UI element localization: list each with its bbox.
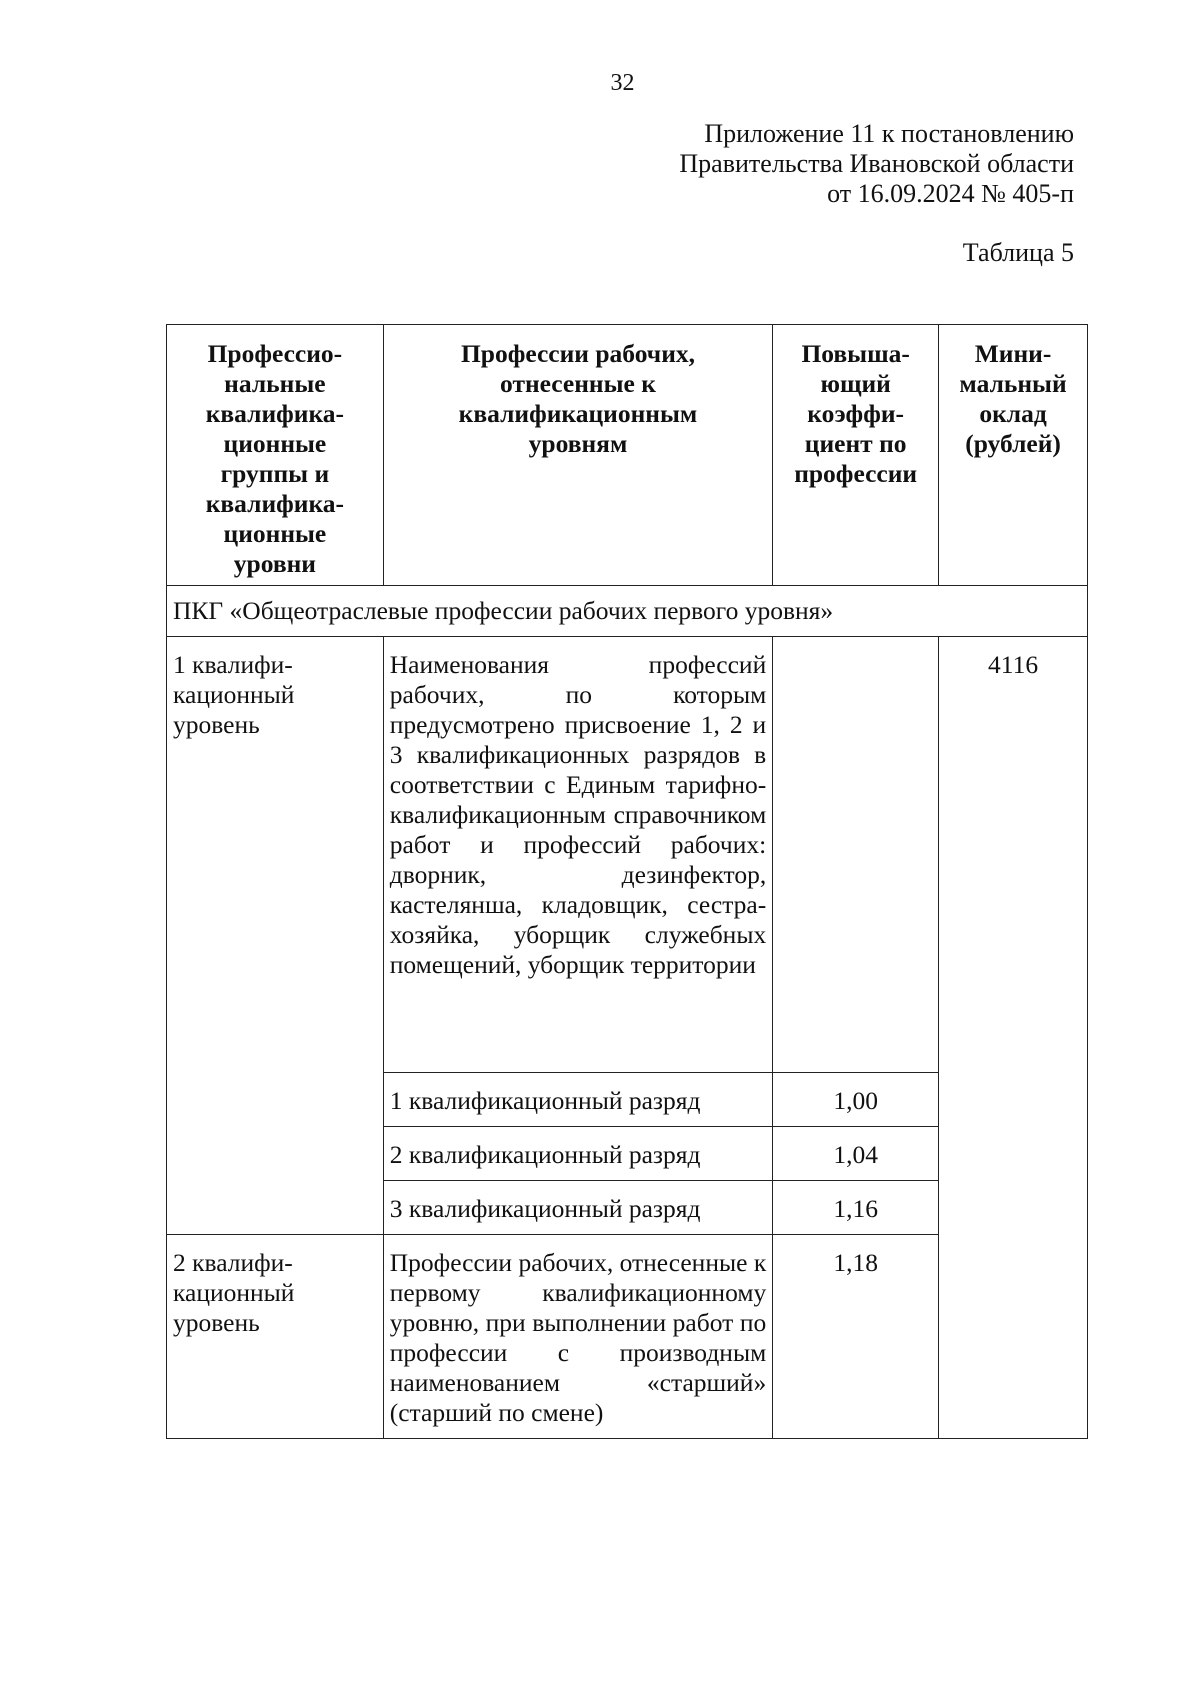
header-min-salary: Мини- мальный оклад (рублей) [939,325,1088,586]
pkg-title-row [167,586,1088,637]
appendix-line-2: Правительства Ивановской области [679,149,1074,178]
pkg-title: ПКГ «Общеотраслевые профессии рабочих первого уровня» [167,586,1088,637]
header-professions: Профессии рабочих, отнесенные к квалификационным уровням [383,325,772,586]
salary-table [166,324,1088,1439]
grade-1-coef: 1,00 [773,1073,939,1127]
header-coefficient: Повыша- ющий коэффи- циент по профессии [773,325,939,586]
header-qualification-groups: Профессио- нальные квалифика- ционные группы и квалифика- ционные уровни [167,325,384,586]
level-2-name: 2 квалифи- кационный уровень [167,1235,384,1439]
level-2-description: Профессии рабочих, отнесенные к первому квалификационному уровню, при выполнении работ по профессии с производным наименованием «старший» (старший по смене) [383,1235,772,1439]
level-2-coef: 1,18 [773,1235,939,1439]
table-header-row [167,325,1088,586]
level-1-salary: 4116 [939,637,1088,1439]
level-1-description: Наименования профессий рабочих, по которым предусмотрено присвоение 1, 2 и 3 квалификационных разрядов в соответствии с Единым тарифно-квалификационным справочником работ и профессий рабочих: дворник, дезинфектор, кастелянша, кладовщик, сестра-хозяйка, уборщик служебных помещений, уборщик территории [383,637,772,1073]
level-1-coef-empty [773,637,939,1073]
grade-3-label: 3 квалификационный разряд [383,1181,772,1235]
grade-2-coef: 1,04 [773,1127,939,1181]
table-row [167,637,1088,1073]
page-number: 32 [610,70,635,96]
grade-3-coef: 1,16 [773,1181,939,1235]
appendix-reference [679,119,1074,209]
appendix-line-1: Приложение 11 к постановлению [704,119,1074,148]
grade-2-label: 2 квалификационный разряд [383,1127,772,1181]
table-label: Таблица 5 [962,238,1074,267]
grade-1-label: 1 квалификационный разряд [383,1073,772,1127]
level-1-name: 1 квалифи- кационный уровень [167,637,384,1235]
appendix-line-3: от 16.09.2024 № 405-п [827,179,1074,208]
